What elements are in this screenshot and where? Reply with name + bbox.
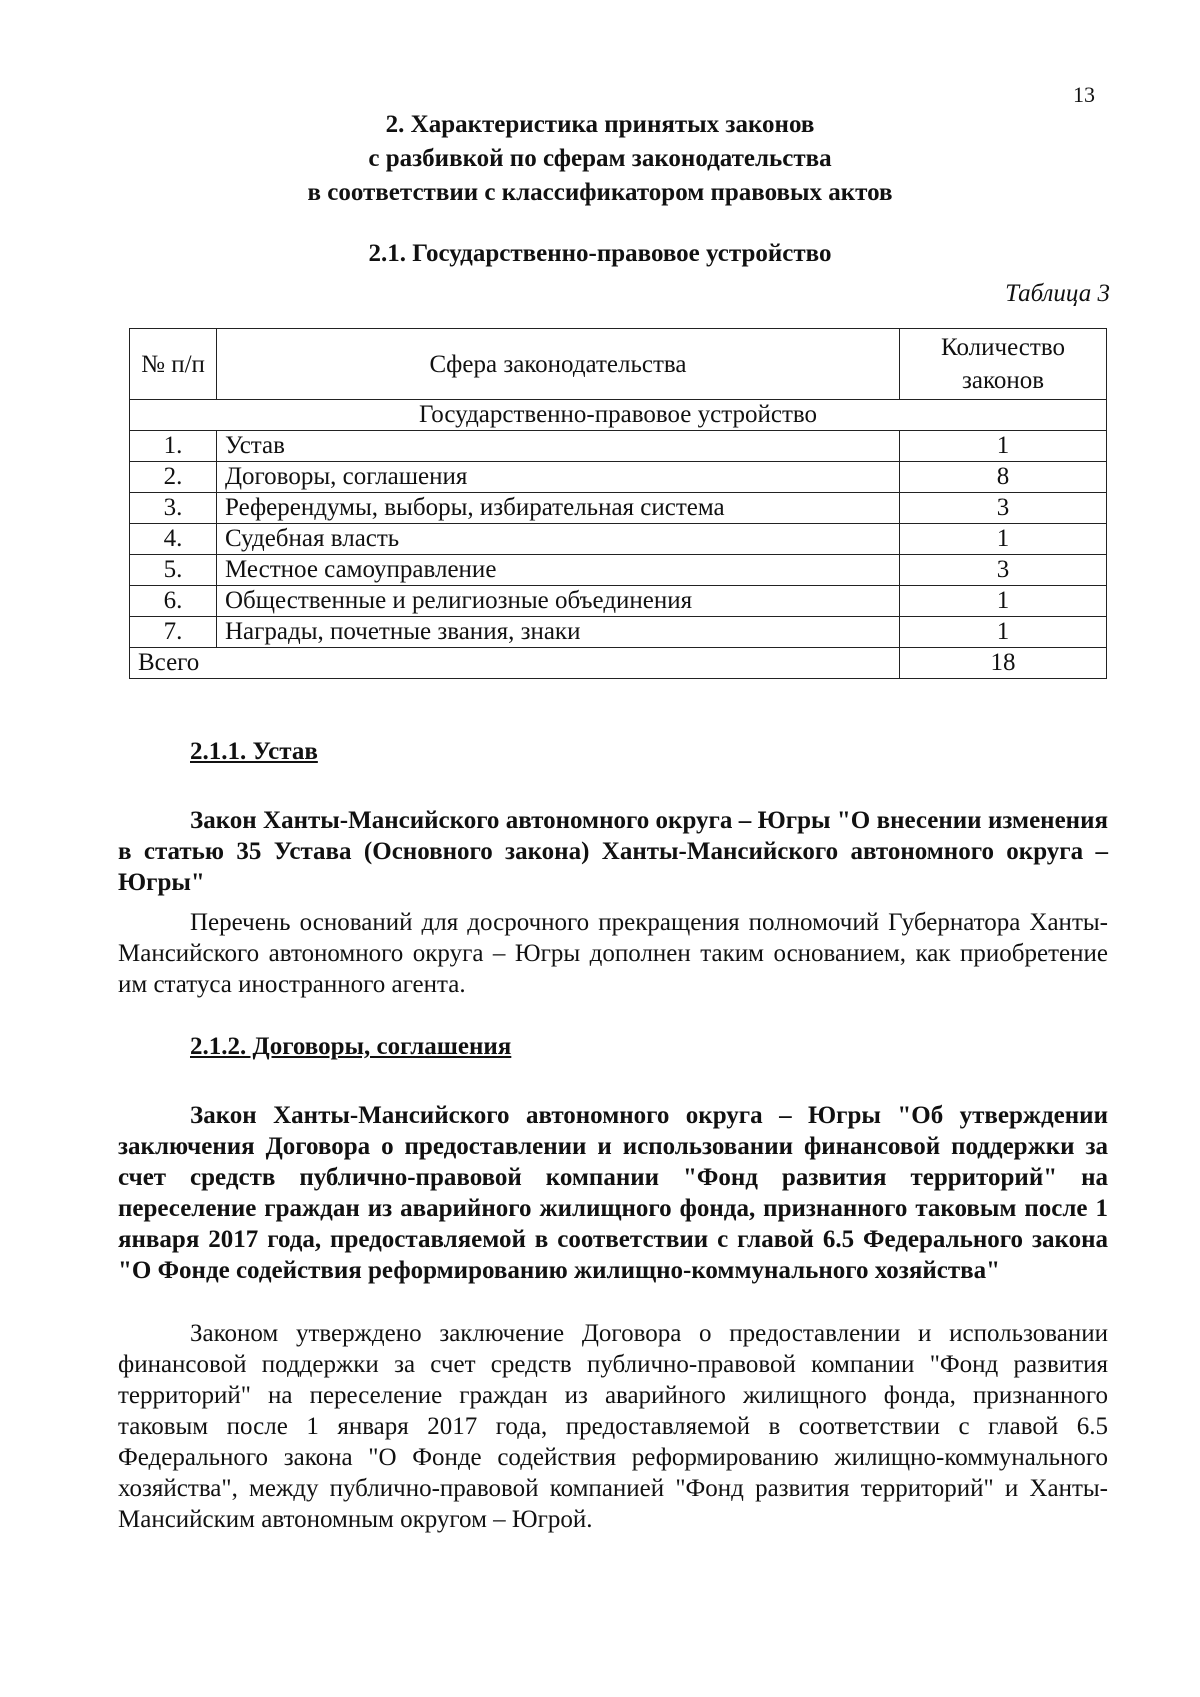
main-title <box>120 108 1080 210</box>
table-group-row <box>130 400 1107 431</box>
table-row <box>130 462 1107 493</box>
main-title-line-3: в соответствии с классификатором правовых актов <box>307 179 893 206</box>
table-caption: Таблица 3 <box>1005 280 1110 307</box>
row-sphere: Награды, почетные звания, знаки <box>217 617 900 648</box>
law-title-agreements: Закон Ханты-Мансийского автономного округа – Югры "Об утверждении заключения Договора о предоставлении и использовании финансовой поддержки за счет средств публично-правовой компании "Фонд развития территорий" на переселение граждан из аварийного жилищного фонда, признанного таковым после 1 января 2017 года, предоставляемой в соответствии с главой 6.5 Федерального закона "О Фонде содействия реформированию жилищно-коммунального хозяйства" <box>118 1102 1108 1284</box>
row-count: 1 <box>900 586 1107 617</box>
body-text-charter: Перечень оснований для досрочного прекращения полномочий Губернатора Ханты-Мансийского автономного округа – Югры дополнен таким основанием, как приобретение им статуса иностранного агента. <box>118 909 1108 998</box>
row-count: 1 <box>900 617 1107 648</box>
table-row <box>130 493 1107 524</box>
main-title-line-2: с разбивкой по сферам законодательства <box>368 145 832 172</box>
row-sphere: Устав <box>217 431 900 462</box>
table-row <box>130 524 1107 555</box>
row-count: 1 <box>900 524 1107 555</box>
row-num: 1. <box>130 431 217 462</box>
total-label: Всего <box>130 648 900 679</box>
row-num: 5. <box>130 555 217 586</box>
row-num: 6. <box>130 586 217 617</box>
row-count: 1 <box>900 431 1107 462</box>
section-heading-agreements: 2.1.2. Договоры, соглашения <box>190 1033 512 1060</box>
row-num: 7. <box>130 617 217 648</box>
total-value: 18 <box>900 648 1107 679</box>
main-title-line-1: 2. Характеристика принятых законов <box>385 111 815 138</box>
laws-table <box>129 328 1107 679</box>
row-num: 4. <box>130 524 217 555</box>
body-text-agreements: Законом утверждено заключение Договора о предоставлении и использовании финансовой поддержки за счет средств публично-правовой компании "Фонд развития территорий" на переселение граждан из аварийного жилищного фонда, признанного таковым после 1 января 2017 года, предоставляемой в соответствии с главой 6.5 Федерального закона "О Фонде содействия реформированию жилищно-коммунального хозяйства", между публично-правовой компанией "Фонд развития территорий" и Ханты-Мансийским автономным округом – Югрой. <box>118 1320 1108 1533</box>
row-sphere: Договоры, соглашения <box>217 462 900 493</box>
row-count: 8 <box>900 462 1107 493</box>
row-sphere: Местное самоуправление <box>217 555 900 586</box>
group-label: Государственно-правовое устройство <box>130 400 1107 431</box>
table-row <box>130 586 1107 617</box>
row-num: 2. <box>130 462 217 493</box>
header-sphere: Сфера законодательства <box>217 329 900 400</box>
row-num: 3. <box>130 493 217 524</box>
header-num: № п/п <box>130 329 217 400</box>
table-header-row <box>130 329 1107 400</box>
row-count: 3 <box>900 555 1107 586</box>
page-number: 13 <box>1073 82 1095 107</box>
row-sphere: Общественные и религиозные объединения <box>217 586 900 617</box>
table-row <box>130 431 1107 462</box>
table-row <box>130 617 1107 648</box>
table-row <box>130 555 1107 586</box>
section-subtitle: 2.1. Государственно-правовое устройство <box>368 240 832 267</box>
row-sphere: Референдумы, выборы, избирательная система <box>217 493 900 524</box>
table-total-row <box>130 648 1107 679</box>
header-count: Количество законов <box>900 329 1107 400</box>
row-sphere: Судебная власть <box>217 524 900 555</box>
row-count: 3 <box>900 493 1107 524</box>
section-heading-charter: 2.1.1. Устав <box>190 738 318 765</box>
law-title-charter: Закон Ханты-Мансийского автономного округа – Югры "О внесении изменения в статью 35 Устава (Основного закона) Ханты-Мансийского автономного округа – Югры" <box>118 807 1108 896</box>
